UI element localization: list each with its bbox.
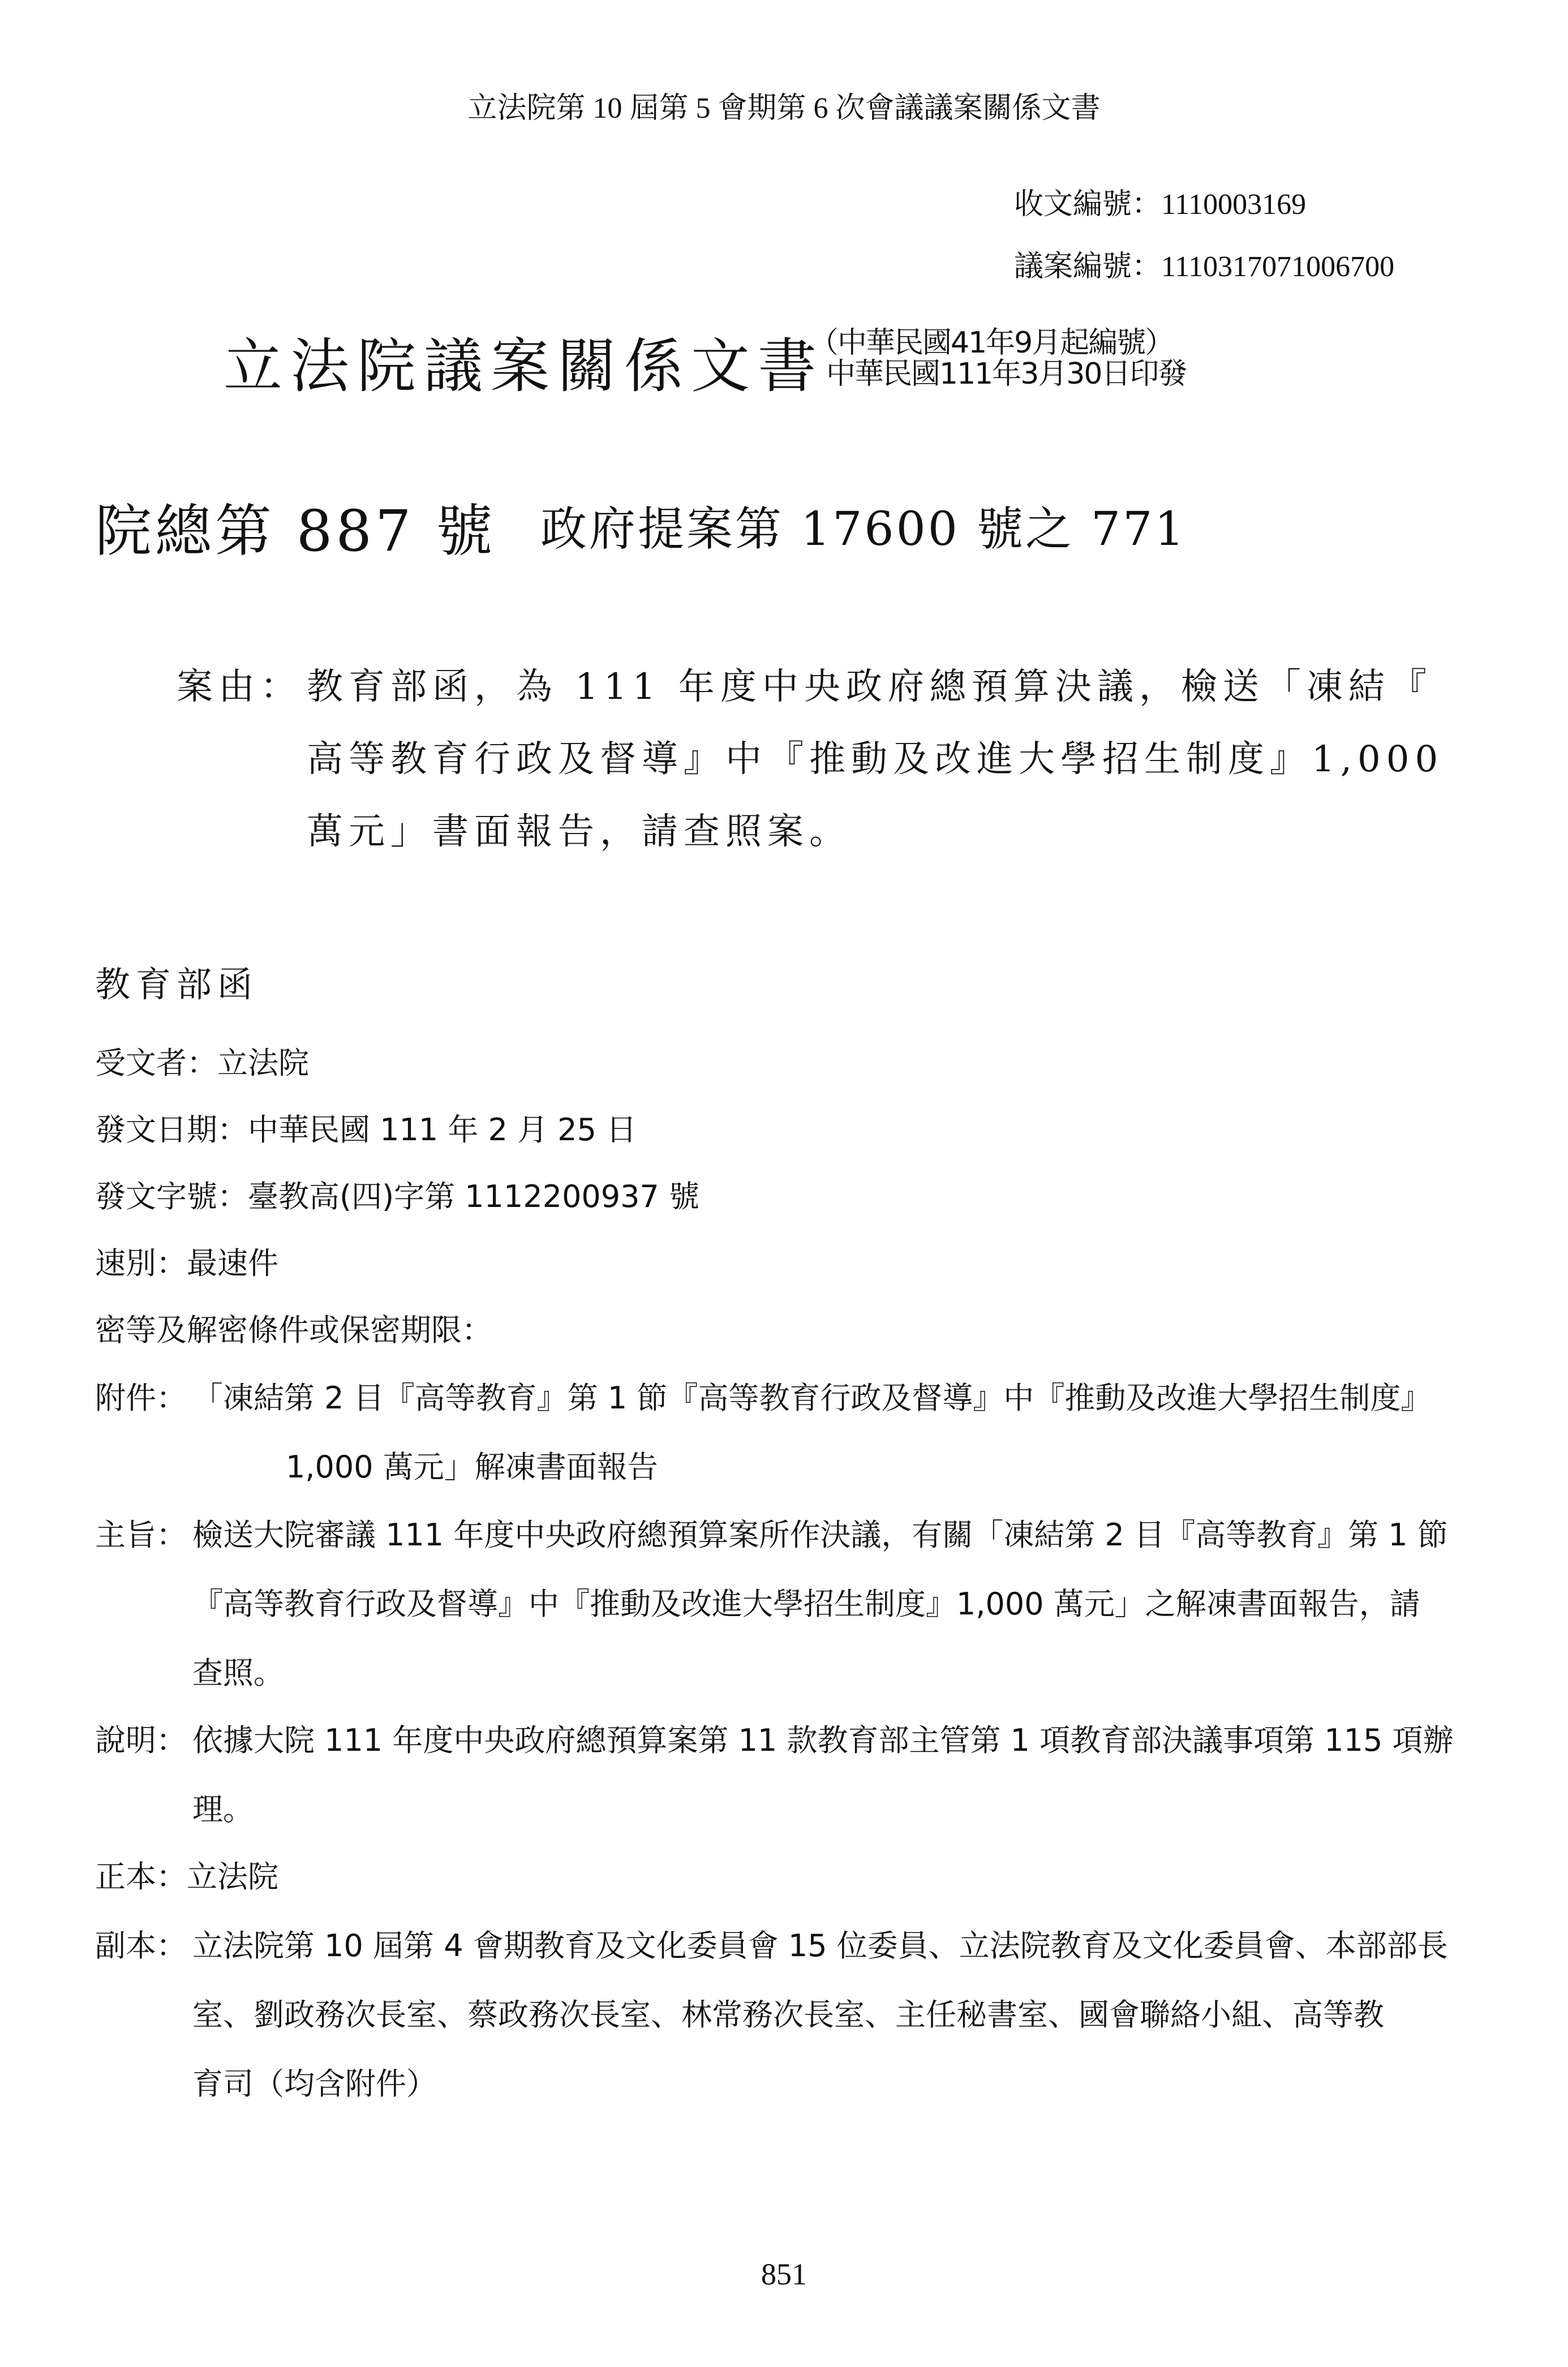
general-number: 院總第 887 號 [95, 498, 496, 564]
original-recipient-field: 正本：立法院 [95, 1859, 278, 1895]
reference-number-field: 發文字號：臺教高(四)字第 1112200937 號 [95, 1179, 700, 1214]
issue-date-field: 發文日期：中華民國 111 年 2 月 25 日 [95, 1112, 637, 1148]
title-note-print-date: 中華民國111年3月30日印發 [826, 357, 1187, 391]
subject-line: 檢送大院審議 111 年度中央政府總預算案所作決議，有關「凍結第 2 目『高等教育』第 1 節 [192, 1517, 1448, 1553]
subject-field [95, 1501, 1481, 1708]
copy-label: 副本： [95, 1928, 187, 1964]
attachment-label: 附件： [95, 1380, 187, 1416]
recipient-field: 受文者：立法院 [95, 1045, 309, 1081]
case-reason [177, 651, 1478, 868]
case-reason-label: 案由： [177, 666, 302, 708]
letter-title: 教育部函 [95, 964, 259, 1005]
speed-field: 速別：最速件 [95, 1245, 278, 1281]
subject-line: 『高等教育行政及督導』中『推動及改進大學招生制度』1,000 萬元」之解凍書面報告，請 [192, 1586, 1420, 1622]
proposal-number: 政府提案第 17600 號之 771 [540, 502, 1187, 556]
explanation-line: 理。 [192, 1792, 254, 1827]
secrecy-field: 密等及解密條件或保密期限： [95, 1312, 492, 1348]
case-reason-line: 高等教育行政及督導』中『推動及改進大學招生制度』1,000 [307, 738, 1444, 780]
subject-line: 查照。 [192, 1655, 284, 1691]
attachment-line: 「凍結第 2 目『高等教育』第 1 節『高等教育行政及督導』中『推動及改進大學招生制度』 [192, 1380, 1432, 1416]
document-title: 立法院議案關係文書 [224, 332, 825, 401]
case-reason-line: 教育部函，為 111 年度中央政府總預算決議，檢送「凍結『 [307, 666, 1432, 708]
subject-label: 主旨： [95, 1517, 187, 1553]
title-note-numbering: （中華民國41年9月起編號） [809, 326, 1174, 360]
explanation-line: 依據大院 111 年度中央政府總預算案第 11 款教育部主管第 1 項教育部決議事項第 115 項辦 [192, 1722, 1454, 1758]
copy-line: 育司（均含附件） [192, 2066, 437, 2102]
attachment-line: 1,000 萬元」解凍書面報告 [286, 1449, 658, 1485]
case-reason-body [307, 651, 1478, 868]
session-header: 立法院第 10 屆第 5 會期第 6 次會議議案關係文書 [467, 92, 1101, 124]
receipt-number: 收文編號：1110003169 [1014, 188, 1307, 221]
explanation-field [95, 1706, 1481, 1844]
explanation-label: 說明： [95, 1722, 187, 1758]
case-reason-line: 萬元」書面報告，請查照案。 [307, 811, 851, 853]
copy-line: 室、劉政務次長室、蔡政務次長室、林常務次長室、主任秘書室、國會聯絡小組、高等教 [192, 1997, 1384, 2033]
page-number: 851 [761, 2257, 807, 2291]
copy-line: 立法院第 10 屆第 4 會期教育及文化委員會 15 位委員、立法院教育及文化委員會、本部部長 [192, 1928, 1448, 1964]
bill-number: 議案編號：1110317071006700 [1014, 251, 1395, 283]
copy-field [95, 1911, 1481, 2119]
attachment-field [95, 1364, 1481, 1502]
